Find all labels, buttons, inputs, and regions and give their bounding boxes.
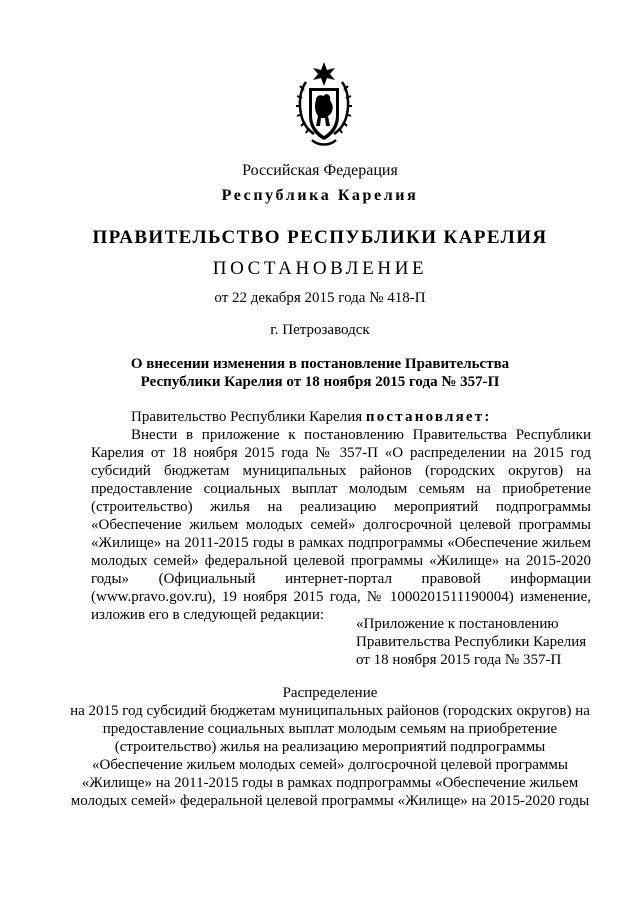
republic-name: Республика Карелия	[221, 187, 419, 204]
decree-intro	[91, 408, 591, 426]
decree-paragraph: Внести в приложение к постановлению Правительства Республики Карелия от 18 ноября 2015 года № 357-П «О распределении на 2015 год субсидий бюджетам муниципальных районов (городских округов) на предоставление социальных выплат молодым семьям на приобретение (строительство) жилья на реализацию мероприятий подпрограммы «Обеспечение жильем молодых семей» долгосрочной целевой программы «Жилище» на 2011-2015 годы в рамках подпрограммы «Обеспечение жильем молодых семей» федеральной целевой программы «Жилище» на 2015-2020 годы» (Официальный интернет-портал правовой информации (www.pravo.gov.ru), 19 ноября 2015 года, № 1000201511190004) изменение, изложив его в следующей редакции:	[91, 427, 591, 623]
document-date: от 22 декабря 2015 года № 418-П	[214, 290, 426, 306]
government-name: ПРАВИТЕЛЬСТВО РЕСПУБЛИКИ КАРЕЛИЯ	[92, 227, 548, 248]
federation-name: Российская Федерация	[242, 162, 398, 179]
decree-keyword: постановляет:	[365, 409, 492, 425]
distribution-description: на 2015 год субсидий бюджетам муниципальных районов (городских округов) на предоставление социальных выплат молодым семьям на приобретение (строительство) жилья на реализацию мероприятий подпрограммы «Обеспечение жильем молодых семей» долгосрочной целевой программы «Жилище» на 2011-2015 годы в рамках подпрограммы «Обеспечение жильем молодых семей» федеральной целевой программы «Жилище» на 2015-2020 годы	[70, 703, 590, 809]
document-title-line-2: Республики Карелия от 18 ноября 2015 года № 357-П	[140, 374, 500, 390]
document-type: ПОСТАНОВЛЕНИЕ	[212, 258, 428, 279]
appendix-line-2: Правительства Республики Карелия	[356, 634, 587, 650]
appendix-line-1: «Приложение к постановлению	[356, 616, 559, 632]
decree-intro-text: Правительство Республики Карелия	[131, 409, 366, 425]
karelia-coat-of-arms-icon	[294, 60, 354, 148]
document-city: г. Петрозаводск	[270, 322, 370, 338]
distribution-title: Распределение	[282, 685, 378, 701]
document-title-line-1: О внесении изменения в постановление Правительства	[130, 356, 510, 372]
appendix-reference	[356, 615, 586, 669]
appendix-line-3: от 18 ноября 2015 года № 357-П	[356, 652, 562, 668]
